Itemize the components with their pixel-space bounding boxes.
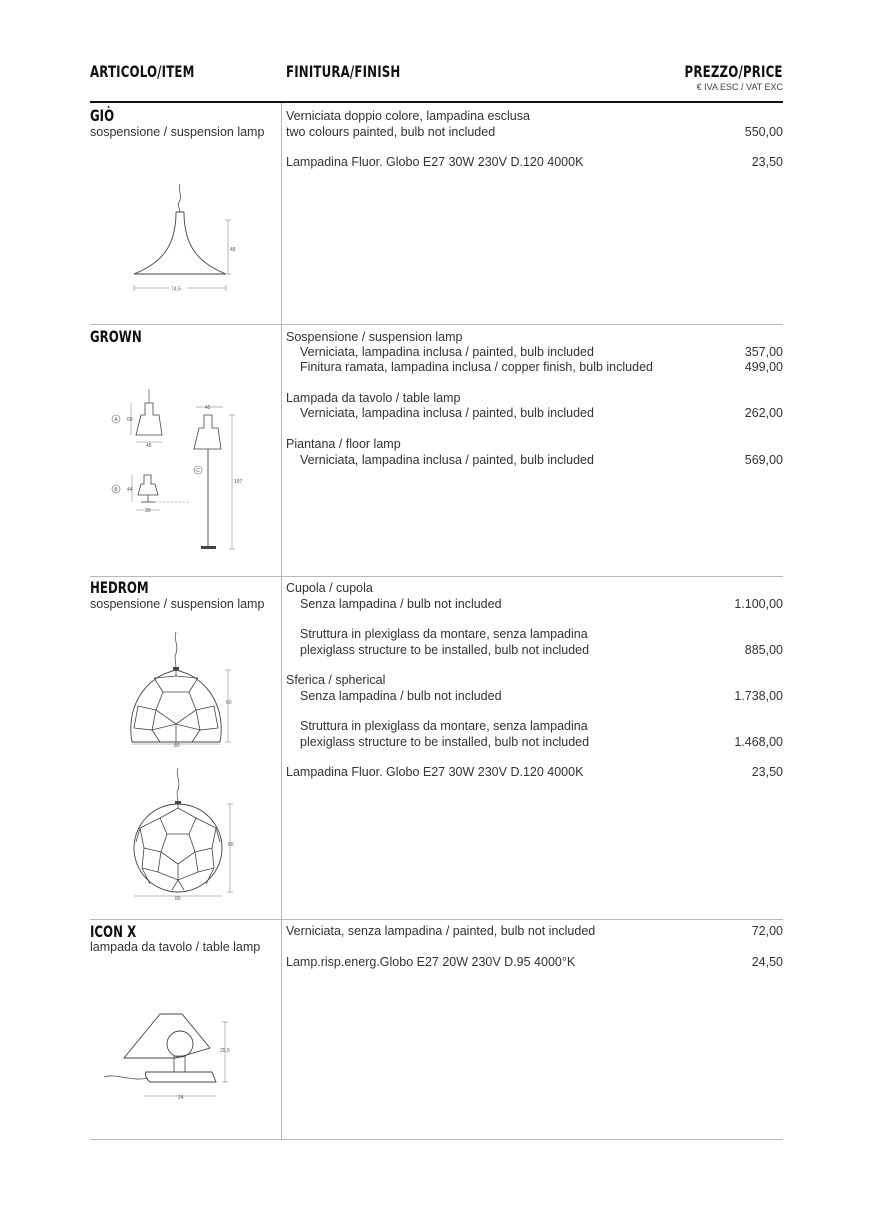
dimension-label: 44 (127, 487, 133, 493)
row-divider (90, 324, 783, 325)
header-finish: FINITURA/FINISH (286, 62, 401, 81)
finish-line: plexiglass structure to be installed, bulb not included (300, 643, 590, 657)
finish-line: Sospensione / suspension lamp (286, 330, 463, 344)
finish-line: Lampadina Fluor. Globo E27 30W 230V D.120 4000K (286, 155, 584, 169)
finish-line: Struttura in plexiglass da montare, senza lampadina (300, 627, 588, 641)
price-value: 262,00 (744, 406, 783, 420)
price-value: 1.738,00 (734, 689, 783, 703)
finish-line: Struttura in plexiglass da montare, senza lampadina (300, 719, 588, 733)
finish-line: Lampadina Fluor. Globo E27 30W 230V D.120 4000K (286, 765, 584, 779)
product-name-iconx: ICON X (90, 922, 137, 941)
header-article: ARTICOLO/ITEM (90, 62, 195, 81)
row-divider (90, 919, 783, 920)
finish-line: two colours painted, bulb not included (286, 125, 496, 139)
header-rule (90, 101, 783, 103)
product-type-gio: sospensione / suspension lamp (90, 125, 265, 139)
price-value: 24,50 (751, 955, 783, 969)
price-vat-note: € IVA ESC / VAT EXC (696, 82, 783, 92)
dimension-label: 25,5 (220, 1048, 230, 1054)
finish-line: Sferica / spherical (286, 673, 386, 687)
dimension-label: 60 (127, 417, 133, 423)
price-value: 23,50 (751, 765, 783, 779)
hedrom-sphere-drawing (120, 766, 240, 904)
hedrom-dome-drawing (120, 630, 240, 750)
finish-line: Verniciata, lampadina inclusa / painted, bulb included (300, 406, 594, 420)
iconx-lamp-drawing (100, 1008, 240, 1104)
dimension-label: 80 (174, 743, 180, 749)
price-value: 550,00 (744, 125, 783, 139)
finish-line: Cupola / cupola (286, 581, 373, 595)
dimension-label: 80 (228, 842, 234, 848)
finish-line: Lampada da tavolo / table lamp (286, 391, 461, 405)
product-name-gio: GIÒ (90, 106, 115, 125)
finish-line: Verniciata, lampadina inclusa / painted, bulb included (300, 345, 594, 359)
price-value: 72,00 (751, 924, 783, 938)
dimension-label: 80 (175, 896, 181, 902)
dimension-label: 74,5 (171, 286, 181, 293)
price-value: 23,50 (751, 155, 783, 169)
finish-line: Senza lampadina / bulb not included (300, 689, 502, 703)
header-price: PREZZO/PRICE (684, 62, 783, 81)
price-value: 1.468,00 (734, 735, 783, 749)
product-name-hedrom: HEDROM (90, 578, 149, 597)
marker-label: B (114, 486, 118, 493)
dimension-label: 45 (146, 443, 152, 449)
dimension-label: 60 (226, 700, 232, 706)
dimension-label: 30 (145, 508, 151, 514)
finish-line: Lamp.risp.energ.Globo E27 20W 230V D.95 4000°K (286, 955, 576, 969)
product-name-grown: GROWN (90, 327, 142, 346)
finish-line: Piantana / floor lamp (286, 437, 401, 451)
product-type-iconx: lampada da tavolo / table lamp (90, 940, 261, 954)
finish-line: Verniciata doppio colore, lampadina esclusa (286, 109, 530, 123)
finish-line: Senza lampadina / bulb not included (300, 597, 502, 611)
gio-lamp-drawing (120, 182, 240, 297)
dimension-label: 45 (205, 405, 211, 411)
price-value: 499,00 (744, 360, 783, 374)
column-divider (281, 103, 282, 1140)
price-value: 1.100,00 (734, 597, 783, 611)
dimension-label: 197 (234, 479, 243, 485)
dimension-label: 48 (230, 247, 236, 253)
marker-label: C (196, 467, 200, 474)
product-type-hedrom: sospensione / suspension lamp (90, 597, 265, 611)
row-divider (90, 576, 783, 577)
finish-line: Verniciata, senza lampadina / painted, bulb not included (286, 924, 596, 938)
finish-line: Finitura ramata, lampadina inclusa / copper finish, bulb included (300, 360, 653, 374)
row-divider (90, 1139, 783, 1140)
grown-lamps-drawing (108, 385, 243, 555)
price-value: 357,00 (744, 345, 783, 359)
finish-line: Verniciata, lampadina inclusa / painted, bulb included (300, 453, 594, 467)
dimension-label: 24 (178, 1095, 184, 1101)
marker-label: A (114, 416, 118, 423)
finish-line: plexiglass structure to be installed, bulb not included (300, 735, 590, 749)
price-value: 569,00 (744, 453, 783, 467)
price-value: 885,00 (744, 643, 783, 657)
